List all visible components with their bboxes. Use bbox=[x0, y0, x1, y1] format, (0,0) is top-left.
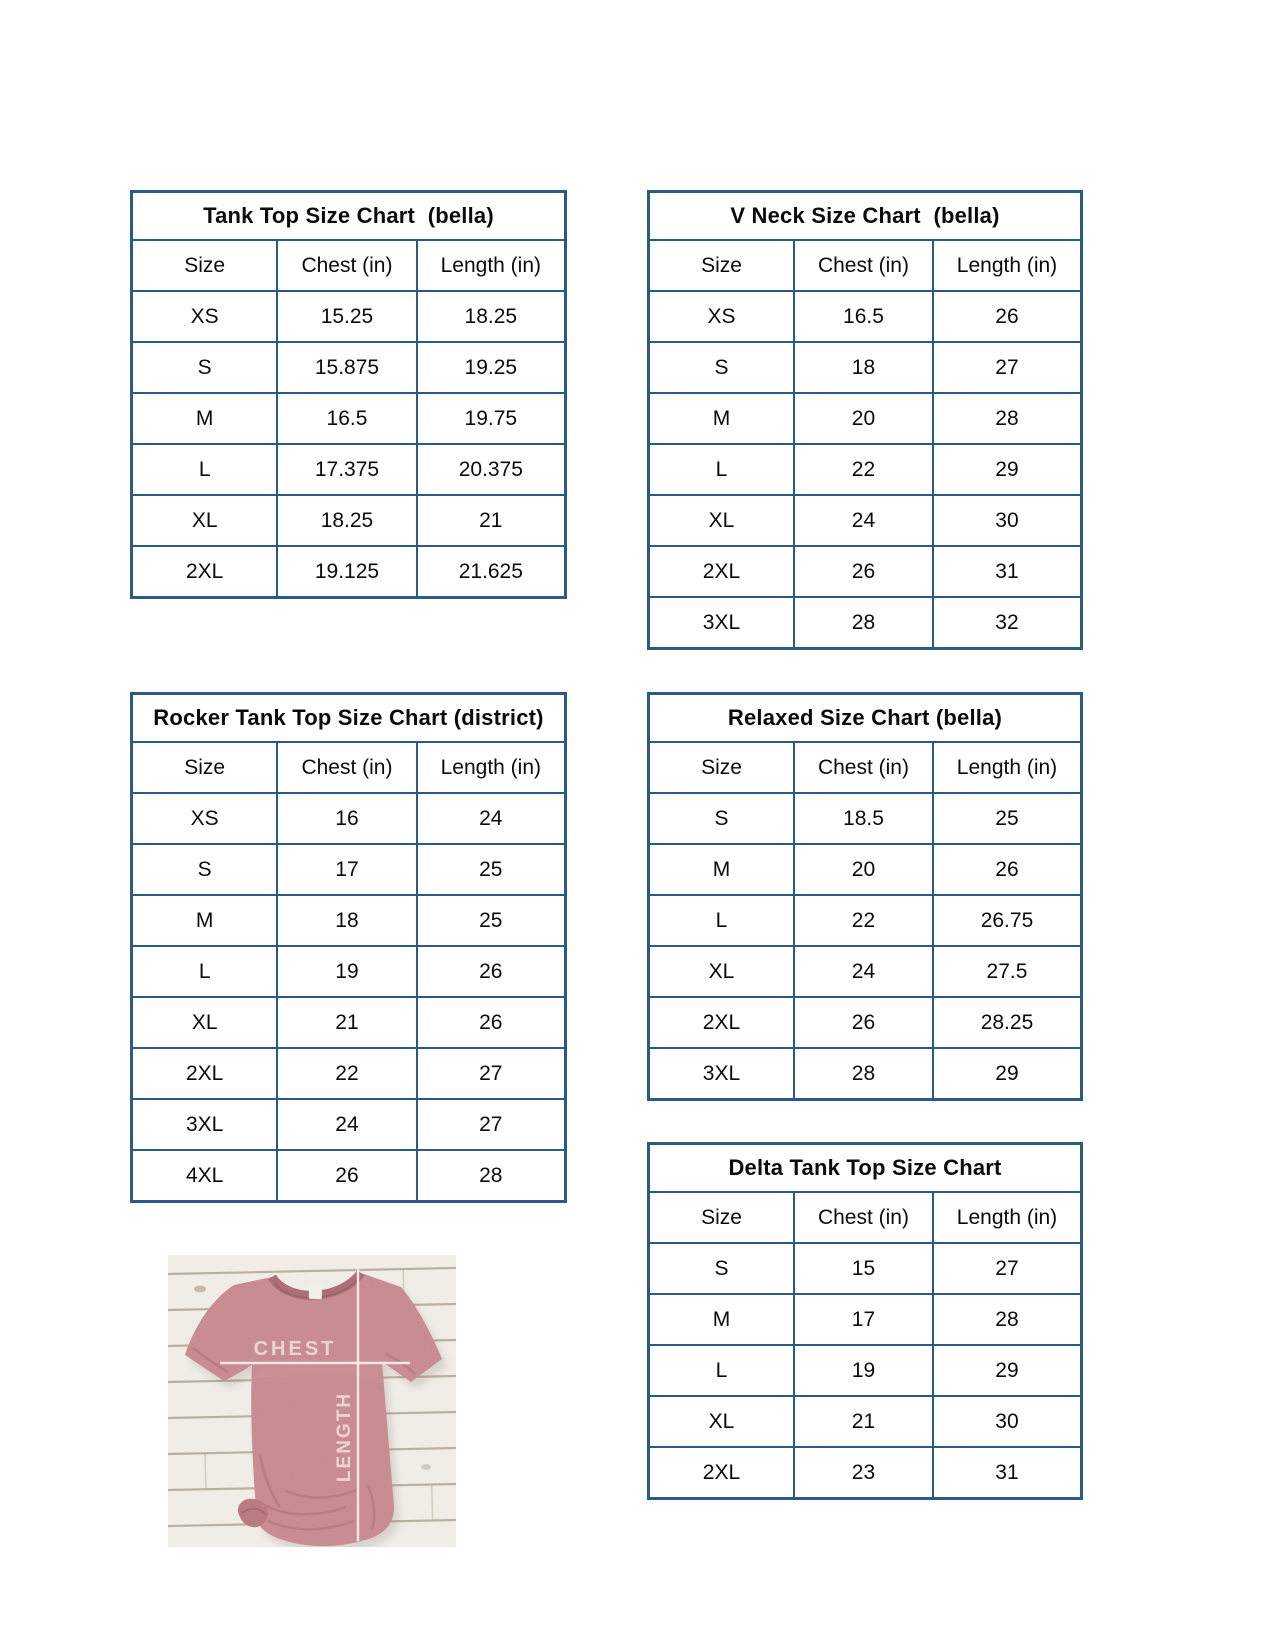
table-title-row bbox=[649, 1144, 1082, 1193]
chest-cell: 20 bbox=[794, 844, 933, 895]
table-row bbox=[132, 1048, 566, 1099]
chest-cell: 18.25 bbox=[277, 495, 416, 546]
length-cell: 30 bbox=[933, 495, 1082, 546]
chest-label: CHEST bbox=[253, 1338, 337, 1360]
table-header-row bbox=[132, 742, 566, 793]
column-header: Chest (in) bbox=[794, 742, 933, 793]
chest-cell: 15.875 bbox=[277, 342, 416, 393]
length-cell: 27 bbox=[417, 1048, 566, 1099]
chest-cell: 24 bbox=[277, 1099, 416, 1150]
chest-cell: 18 bbox=[277, 895, 416, 946]
size-cell: S bbox=[649, 342, 794, 393]
product-photo bbox=[168, 1255, 456, 1547]
length-cell: 25 bbox=[417, 844, 566, 895]
size-cell: 2XL bbox=[649, 1447, 794, 1499]
size-cell: 2XL bbox=[649, 997, 794, 1048]
size-table bbox=[130, 190, 567, 599]
chest-cell: 18.5 bbox=[794, 793, 933, 844]
table-title: V Neck Size Chart (bella) bbox=[649, 192, 1082, 241]
table-row bbox=[649, 946, 1082, 997]
table-row bbox=[132, 495, 566, 546]
chest-cell: 16.5 bbox=[277, 393, 416, 444]
table-row bbox=[649, 393, 1082, 444]
size-cell: 2XL bbox=[132, 546, 278, 598]
table-row bbox=[649, 597, 1082, 649]
table-title-row bbox=[649, 694, 1082, 743]
length-cell: 26 bbox=[933, 291, 1082, 342]
chest-cell: 26 bbox=[794, 546, 933, 597]
table-row bbox=[132, 844, 566, 895]
chest-cell: 21 bbox=[277, 997, 416, 1048]
size-cell: M bbox=[649, 1294, 794, 1345]
chest-cell: 15 bbox=[794, 1243, 933, 1294]
length-cell: 28 bbox=[933, 393, 1082, 444]
table-row bbox=[649, 1345, 1082, 1396]
size-cell: XL bbox=[649, 1396, 794, 1447]
size-cell: XL bbox=[132, 997, 278, 1048]
table-delta-tank-top-size-chart bbox=[647, 1142, 1083, 1500]
size-cell: S bbox=[649, 793, 794, 844]
length-cell: 32 bbox=[933, 597, 1082, 649]
table-row bbox=[649, 1396, 1082, 1447]
chest-cell: 20 bbox=[794, 393, 933, 444]
size-cell: M bbox=[649, 393, 794, 444]
table-row bbox=[132, 1150, 566, 1202]
chest-cell: 24 bbox=[794, 946, 933, 997]
table-tank-top-size-chart bbox=[130, 190, 567, 599]
chest-cell: 15.25 bbox=[277, 291, 416, 342]
length-cell: 24 bbox=[417, 793, 566, 844]
column-header: Size bbox=[649, 1192, 794, 1243]
table-header-row bbox=[649, 240, 1082, 291]
length-cell: 21.625 bbox=[417, 546, 566, 598]
size-cell: S bbox=[649, 1243, 794, 1294]
chest-cell: 19 bbox=[277, 946, 416, 997]
column-header: Chest (in) bbox=[794, 1192, 933, 1243]
column-header: Size bbox=[132, 240, 278, 291]
chest-cell: 19 bbox=[794, 1345, 933, 1396]
length-cell: 27.5 bbox=[933, 946, 1082, 997]
length-cell: 21 bbox=[417, 495, 566, 546]
length-cell: 29 bbox=[933, 1048, 1082, 1100]
length-cell: 31 bbox=[933, 546, 1082, 597]
table-title: Delta Tank Top Size Chart bbox=[649, 1144, 1082, 1193]
chest-cell: 28 bbox=[794, 597, 933, 649]
chest-cell: 16.5 bbox=[794, 291, 933, 342]
length-cell: 19.75 bbox=[417, 393, 566, 444]
column-header: Length (in) bbox=[933, 240, 1082, 291]
chest-cell: 16 bbox=[277, 793, 416, 844]
size-cell: M bbox=[132, 393, 278, 444]
table-row bbox=[649, 997, 1082, 1048]
table-relaxed-size-chart bbox=[647, 692, 1083, 1101]
size-cell: 3XL bbox=[132, 1099, 278, 1150]
size-cell: XL bbox=[649, 495, 794, 546]
column-header: Chest (in) bbox=[277, 742, 416, 793]
size-cell: M bbox=[649, 844, 794, 895]
table-row bbox=[132, 895, 566, 946]
length-cell: 26 bbox=[417, 946, 566, 997]
column-header: Length (in) bbox=[417, 240, 566, 291]
table-row bbox=[649, 1048, 1082, 1100]
length-cell: 28 bbox=[933, 1294, 1082, 1345]
column-header: Chest (in) bbox=[277, 240, 416, 291]
size-cell: XS bbox=[132, 291, 278, 342]
size-cell: L bbox=[132, 946, 278, 997]
size-cell: L bbox=[649, 1345, 794, 1396]
table-row bbox=[132, 1099, 566, 1150]
size-cell: 3XL bbox=[649, 1048, 794, 1100]
table-header-row bbox=[649, 1192, 1082, 1243]
chest-cell: 17 bbox=[794, 1294, 933, 1345]
length-cell: 26 bbox=[933, 844, 1082, 895]
size-table bbox=[647, 1142, 1083, 1500]
chest-cell: 19.125 bbox=[277, 546, 416, 598]
chest-cell: 26 bbox=[794, 997, 933, 1048]
size-table bbox=[647, 692, 1083, 1101]
table-rocker-tank-top-size-chart bbox=[130, 692, 567, 1203]
size-cell: L bbox=[132, 444, 278, 495]
table-title: Relaxed Size Chart (bella) bbox=[649, 694, 1082, 743]
chest-cell: 26 bbox=[277, 1150, 416, 1202]
table-title: Tank Top Size Chart (bella) bbox=[132, 192, 566, 241]
table-row bbox=[649, 342, 1082, 393]
column-header: Size bbox=[649, 240, 794, 291]
table-row bbox=[132, 793, 566, 844]
size-cell: XL bbox=[132, 495, 278, 546]
column-header: Size bbox=[649, 742, 794, 793]
table-row bbox=[132, 342, 566, 393]
size-cell: S bbox=[132, 844, 278, 895]
table-row bbox=[649, 444, 1082, 495]
length-cell: 20.375 bbox=[417, 444, 566, 495]
length-cell: 25 bbox=[417, 895, 566, 946]
chest-cell: 18 bbox=[794, 342, 933, 393]
column-header: Length (in) bbox=[933, 1192, 1082, 1243]
table-row bbox=[132, 997, 566, 1048]
size-cell: 2XL bbox=[132, 1048, 278, 1099]
chest-cell: 28 bbox=[794, 1048, 933, 1100]
chest-cell: 22 bbox=[794, 895, 933, 946]
length-label: LENGTH bbox=[334, 1391, 355, 1483]
size-cell: 4XL bbox=[132, 1150, 278, 1202]
table-title-row bbox=[132, 192, 566, 241]
chest-cell: 21 bbox=[794, 1396, 933, 1447]
size-cell: S bbox=[132, 342, 278, 393]
size-cell: XL bbox=[649, 946, 794, 997]
table-title-row bbox=[132, 694, 566, 743]
collar-tag bbox=[309, 1283, 323, 1299]
size-cell: 3XL bbox=[649, 597, 794, 649]
chest-cell: 22 bbox=[794, 444, 933, 495]
table-row bbox=[649, 1447, 1082, 1499]
chest-cell: 17.375 bbox=[277, 444, 416, 495]
size-table bbox=[647, 190, 1083, 650]
length-cell: 27 bbox=[933, 342, 1082, 393]
chest-cell: 23 bbox=[794, 1447, 933, 1499]
column-header: Length (in) bbox=[417, 742, 566, 793]
length-cell: 28.25 bbox=[933, 997, 1082, 1048]
length-cell: 28 bbox=[417, 1150, 566, 1202]
size-cell: L bbox=[649, 895, 794, 946]
table-title: Rocker Tank Top Size Chart (district) bbox=[132, 694, 566, 743]
length-cell: 29 bbox=[933, 444, 1082, 495]
chest-cell: 22 bbox=[277, 1048, 416, 1099]
table-row bbox=[132, 393, 566, 444]
length-cell: 31 bbox=[933, 1447, 1082, 1499]
column-header: Size bbox=[132, 742, 278, 793]
table-row bbox=[649, 546, 1082, 597]
table-header-row bbox=[132, 240, 566, 291]
table-header-row bbox=[649, 742, 1082, 793]
table-row bbox=[649, 793, 1082, 844]
table-row bbox=[649, 844, 1082, 895]
size-table bbox=[130, 692, 567, 1203]
size-cell: 2XL bbox=[649, 546, 794, 597]
length-cell: 30 bbox=[933, 1396, 1082, 1447]
table-row bbox=[649, 291, 1082, 342]
table-row bbox=[649, 895, 1082, 946]
table-title-row bbox=[649, 192, 1082, 241]
size-cell: XS bbox=[649, 291, 794, 342]
table-row bbox=[132, 291, 566, 342]
table-row bbox=[649, 495, 1082, 546]
table-row bbox=[649, 1243, 1082, 1294]
table-v-neck-size-chart bbox=[647, 190, 1083, 650]
size-cell: XS bbox=[132, 793, 278, 844]
size-cell: M bbox=[132, 895, 278, 946]
size-cell: L bbox=[649, 444, 794, 495]
length-cell: 27 bbox=[933, 1243, 1082, 1294]
length-cell: 27 bbox=[417, 1099, 566, 1150]
length-cell: 18.25 bbox=[417, 291, 566, 342]
column-header: Chest (in) bbox=[794, 240, 933, 291]
table-row bbox=[132, 444, 566, 495]
column-header: Length (in) bbox=[933, 742, 1082, 793]
length-cell: 26 bbox=[417, 997, 566, 1048]
table-row bbox=[132, 946, 566, 997]
chest-cell: 24 bbox=[794, 495, 933, 546]
length-cell: 26.75 bbox=[933, 895, 1082, 946]
length-cell: 29 bbox=[933, 1345, 1082, 1396]
chest-cell: 17 bbox=[277, 844, 416, 895]
length-cell: 19.25 bbox=[417, 342, 566, 393]
table-row bbox=[132, 546, 566, 598]
length-cell: 25 bbox=[933, 793, 1082, 844]
table-row bbox=[649, 1294, 1082, 1345]
